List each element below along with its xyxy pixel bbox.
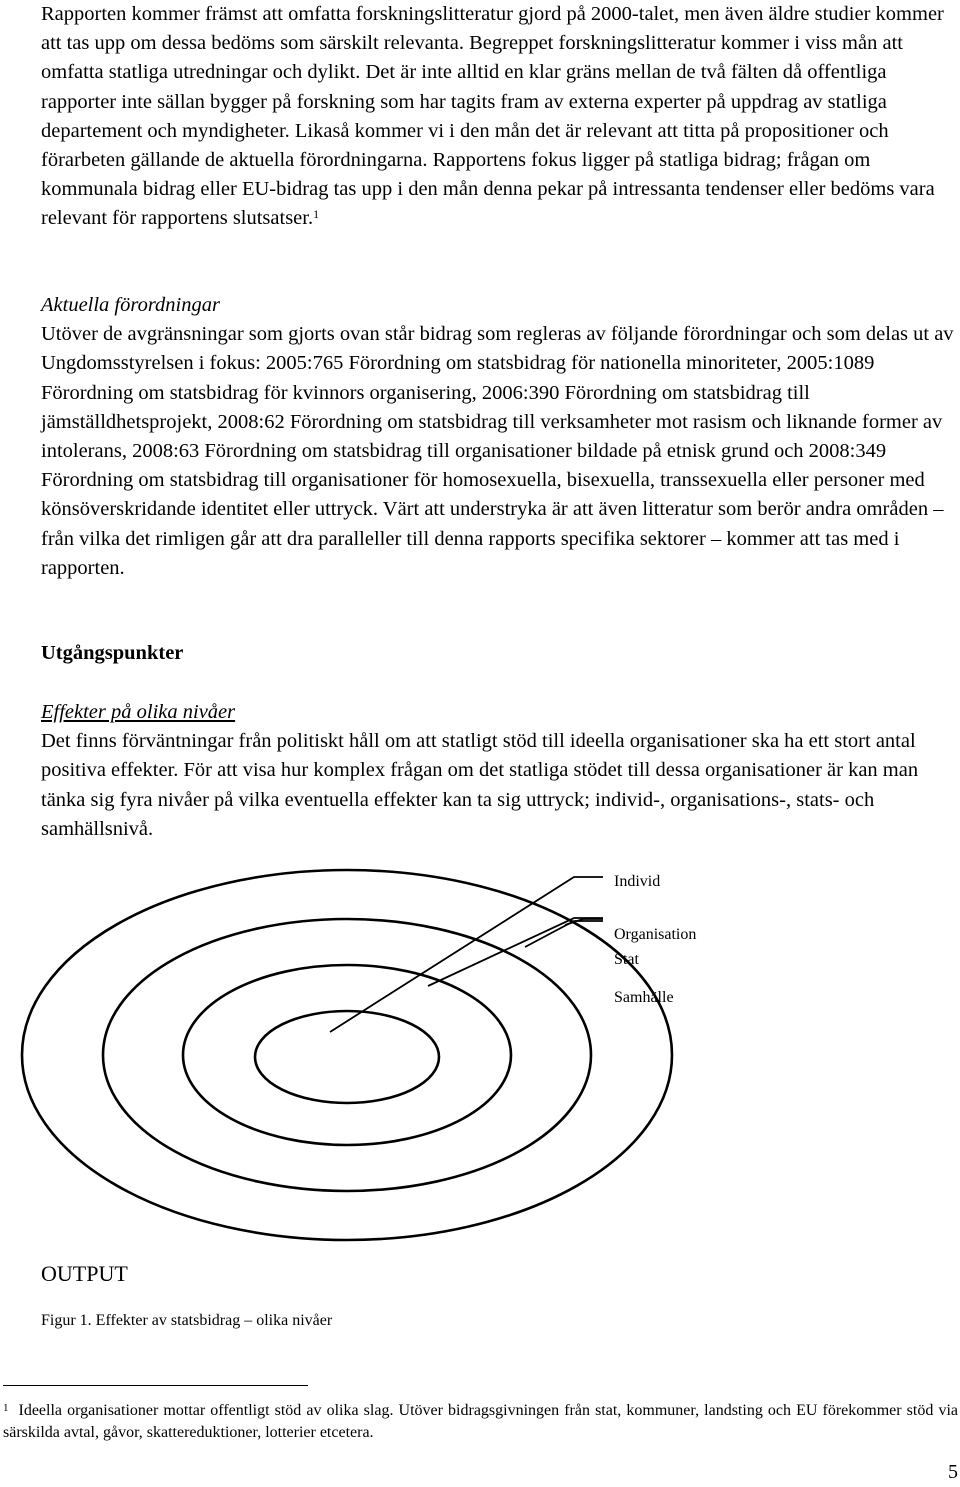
footnote-number: 1 (3, 1402, 9, 1414)
pointer-line-individ (330, 877, 603, 1032)
label-samhalle: Samhälle (614, 989, 674, 1006)
heading-effekter-pa-olika-nivaer: Effekter på olika nivåer (41, 701, 236, 723)
page-number: 5 (948, 1461, 958, 1483)
section-effekter (41, 698, 960, 844)
paragraph-intro (41, 0, 960, 234)
pointer-line-organisation (428, 918, 603, 986)
paragraph-intro-text: Rapporten kommer främst att omfatta forskningslitteratur gjord på 2000-talet, men även äldre studier kommer att tas upp om dessa bedöms som särskilt relevanta. Begreppet forskningslitteratur kommer i viss mån att omfatta statliga utredningar och dylikt. Det är inte alltid en klar gräns mellan de två fälten då offentliga rapporter inte sällan bygger på forskning som har tagits fram av externa experter på uppdrag av statliga departement och myndigheter. Likaså kommer vi i den mån det är relevant att titta på propositioner och förarbeten gällande de aktuella förordningarna. Rapportens fokus ligger på statliga bidrag; frågan om kommunala bidrag eller EU-bidrag tas upp i den mån denna pekar på intressanta tendenser eller bedöms vara relevant för rapportens slutsatser. (41, 3, 944, 230)
label-organisation: Organisation (614, 926, 697, 943)
footnote (3, 1400, 958, 1444)
section-aktuella-forordningar (41, 291, 960, 583)
paragraph-forordningar: Utöver de avgränsningar som gjorts ovan står bidrag som regleras av följande förordningar och som delas ut av Ungdomsstyrelsen i fokus: 2005:765 Förordning om statsbidrag för nationella minoriteter, 2005:1089 Förordning om statsbidrag för kvinnors organisering, 2006:390 Förordning om statsbidrag till jämställdhetsprojekt, 2008:62 Förordning om statsbidrag till verksamheter mot rasism och liknande former av intolerans, 2008:63 Förordning om statsbidrag till organisationer bildade på etnisk grund och 2008:349 Förordning om statsbidrag till organisationer för homosexuella, bisexuella, transsexuella eller personer med könsöverskridande identitet eller uttryck. Värt att understryka är att även litteratur som berör andra områden – från vilka det rimligen går att dra paralleller till denna rapports specifika sektorer – kommer att tas med i rapporten. (41, 323, 954, 579)
footnote-reference: 1 (313, 207, 320, 222)
ring-stat (103, 919, 591, 1191)
label-individ: Individ (614, 873, 661, 890)
concentric-levels-diagram (0, 850, 960, 1270)
ring-organisation (183, 965, 511, 1145)
output-label: OUTPUT (41, 1261, 128, 1286)
label-stat: Stat (614, 951, 639, 968)
heading-aktuella-forordningar: Aktuella förordningar (41, 294, 220, 316)
footnote-text: Ideella organisationer mottar offentligt stöd av olika slag. Utöver bidragsgivningen från stat, kommuner, landsting och EU förekommer stöd via särskilda avtal, gåvor, skattereduktioner, lotterier etcetera. (3, 1402, 958, 1441)
heading-utgangspunkter: Utgångspunkter (41, 642, 184, 664)
paragraph-effekter: Det finns förväntningar från politiskt håll om att statligt stöd till ideella organisationer ska ha ett stort antal positiva effekter. För att visa hur komplex frågan om det statliga stödet till dessa organisationer är kan man tänka sig fyra nivåer på vilka eventuella effekter kan ta sig uttryck; individ-, organisations-, stats- och samhällsnivå. (41, 730, 919, 840)
figure-caption: Figur 1. Effekter av statsbidrag – olika nivåer (41, 1312, 333, 1329)
ring-individ (255, 1011, 439, 1103)
footnote-divider (3, 1385, 308, 1386)
ring-samhalle (22, 870, 672, 1240)
